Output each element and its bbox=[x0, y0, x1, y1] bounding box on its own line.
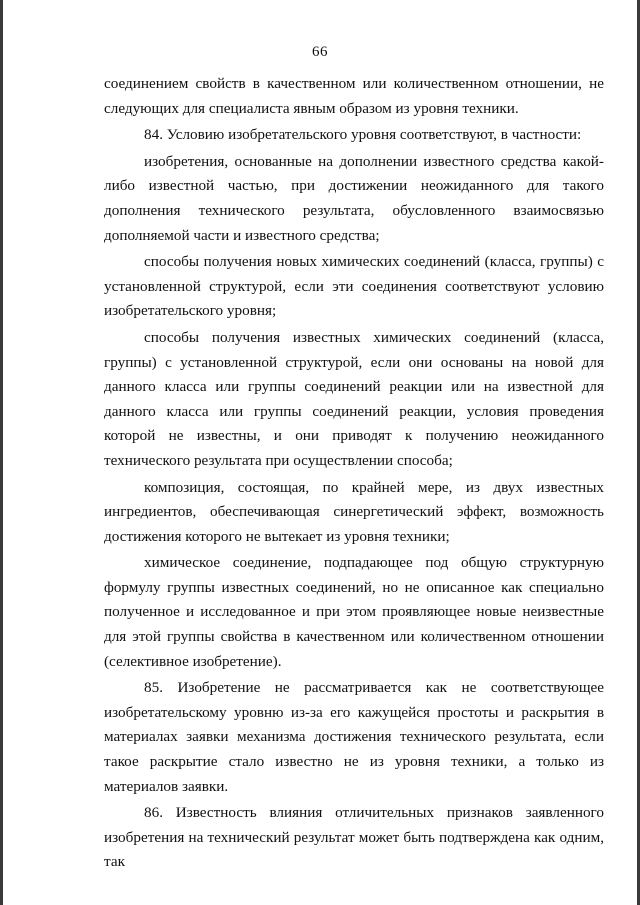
paragraph-clause-86: 86. Известность влияния отличительных признаков заявленного изобретения на технический результат может быть подтверждена как одним, так bbox=[104, 804, 604, 871]
paragraph-list-item: изобретения, основанные на дополнении известного средства какой-либо известной частью, при достижении неожиданного для такого дополнения технического результата, обусловленного взаимосвязью дополняемой части и известного средства; bbox=[104, 152, 604, 244]
paragraph-clause-84: 84. Условию изобретательского уровня соответствуют, в частности: bbox=[144, 126, 582, 144]
paragraph-list-item: способы получения новых химических соединений (класса, группы) с установленной структурой, если эти соединения соответствуют условию изобретательского уровня; bbox=[104, 253, 604, 320]
paragraph-clause-85: 85. Изобретение не рассматривается как не соответствующее изобретательскому уровню из-за его кажущейся простоты и раскрытия в материалах заявки механизма достижения технического результата, если такое раскрытие стало известно не из уровня техники, а только из материалов заявки. bbox=[104, 679, 604, 795]
page-edge-left bbox=[0, 0, 3, 905]
page-number: 66 bbox=[312, 44, 328, 60]
paragraph-list-item: способы получения известных химических соединений (класса, группы) с установленной структурой, если они основаны на новой для данного класса или группы соединений реакции или на известной для данного класса или группы соединений реакции, условия проведения которой не известны, и они приводят к получению неожиданного технического результата при осуществлении способа; bbox=[104, 328, 604, 469]
paragraph-continuation: соединением свойств в качественном или количественном отношении, не следующих для специалиста явным образом из уровня техники. bbox=[104, 75, 604, 117]
paragraph-list-item: химическое соединение, подпадающее под общую структурную формулу группы известных соединений, но не описанное как специально полученное и исследованное и при этом проявляющее новые неизвестные для этой группы свойства в качественном или количественном отношении (селективное изобретение). bbox=[104, 554, 604, 670]
paragraph-list-item: композиция, состоящая, по крайней мере, из двух известных ингредиентов, обеспечивающая синергетический эффект, возможность достижения которого не вытекает из уровня техники; bbox=[104, 478, 604, 545]
body-text bbox=[104, 72, 604, 875]
